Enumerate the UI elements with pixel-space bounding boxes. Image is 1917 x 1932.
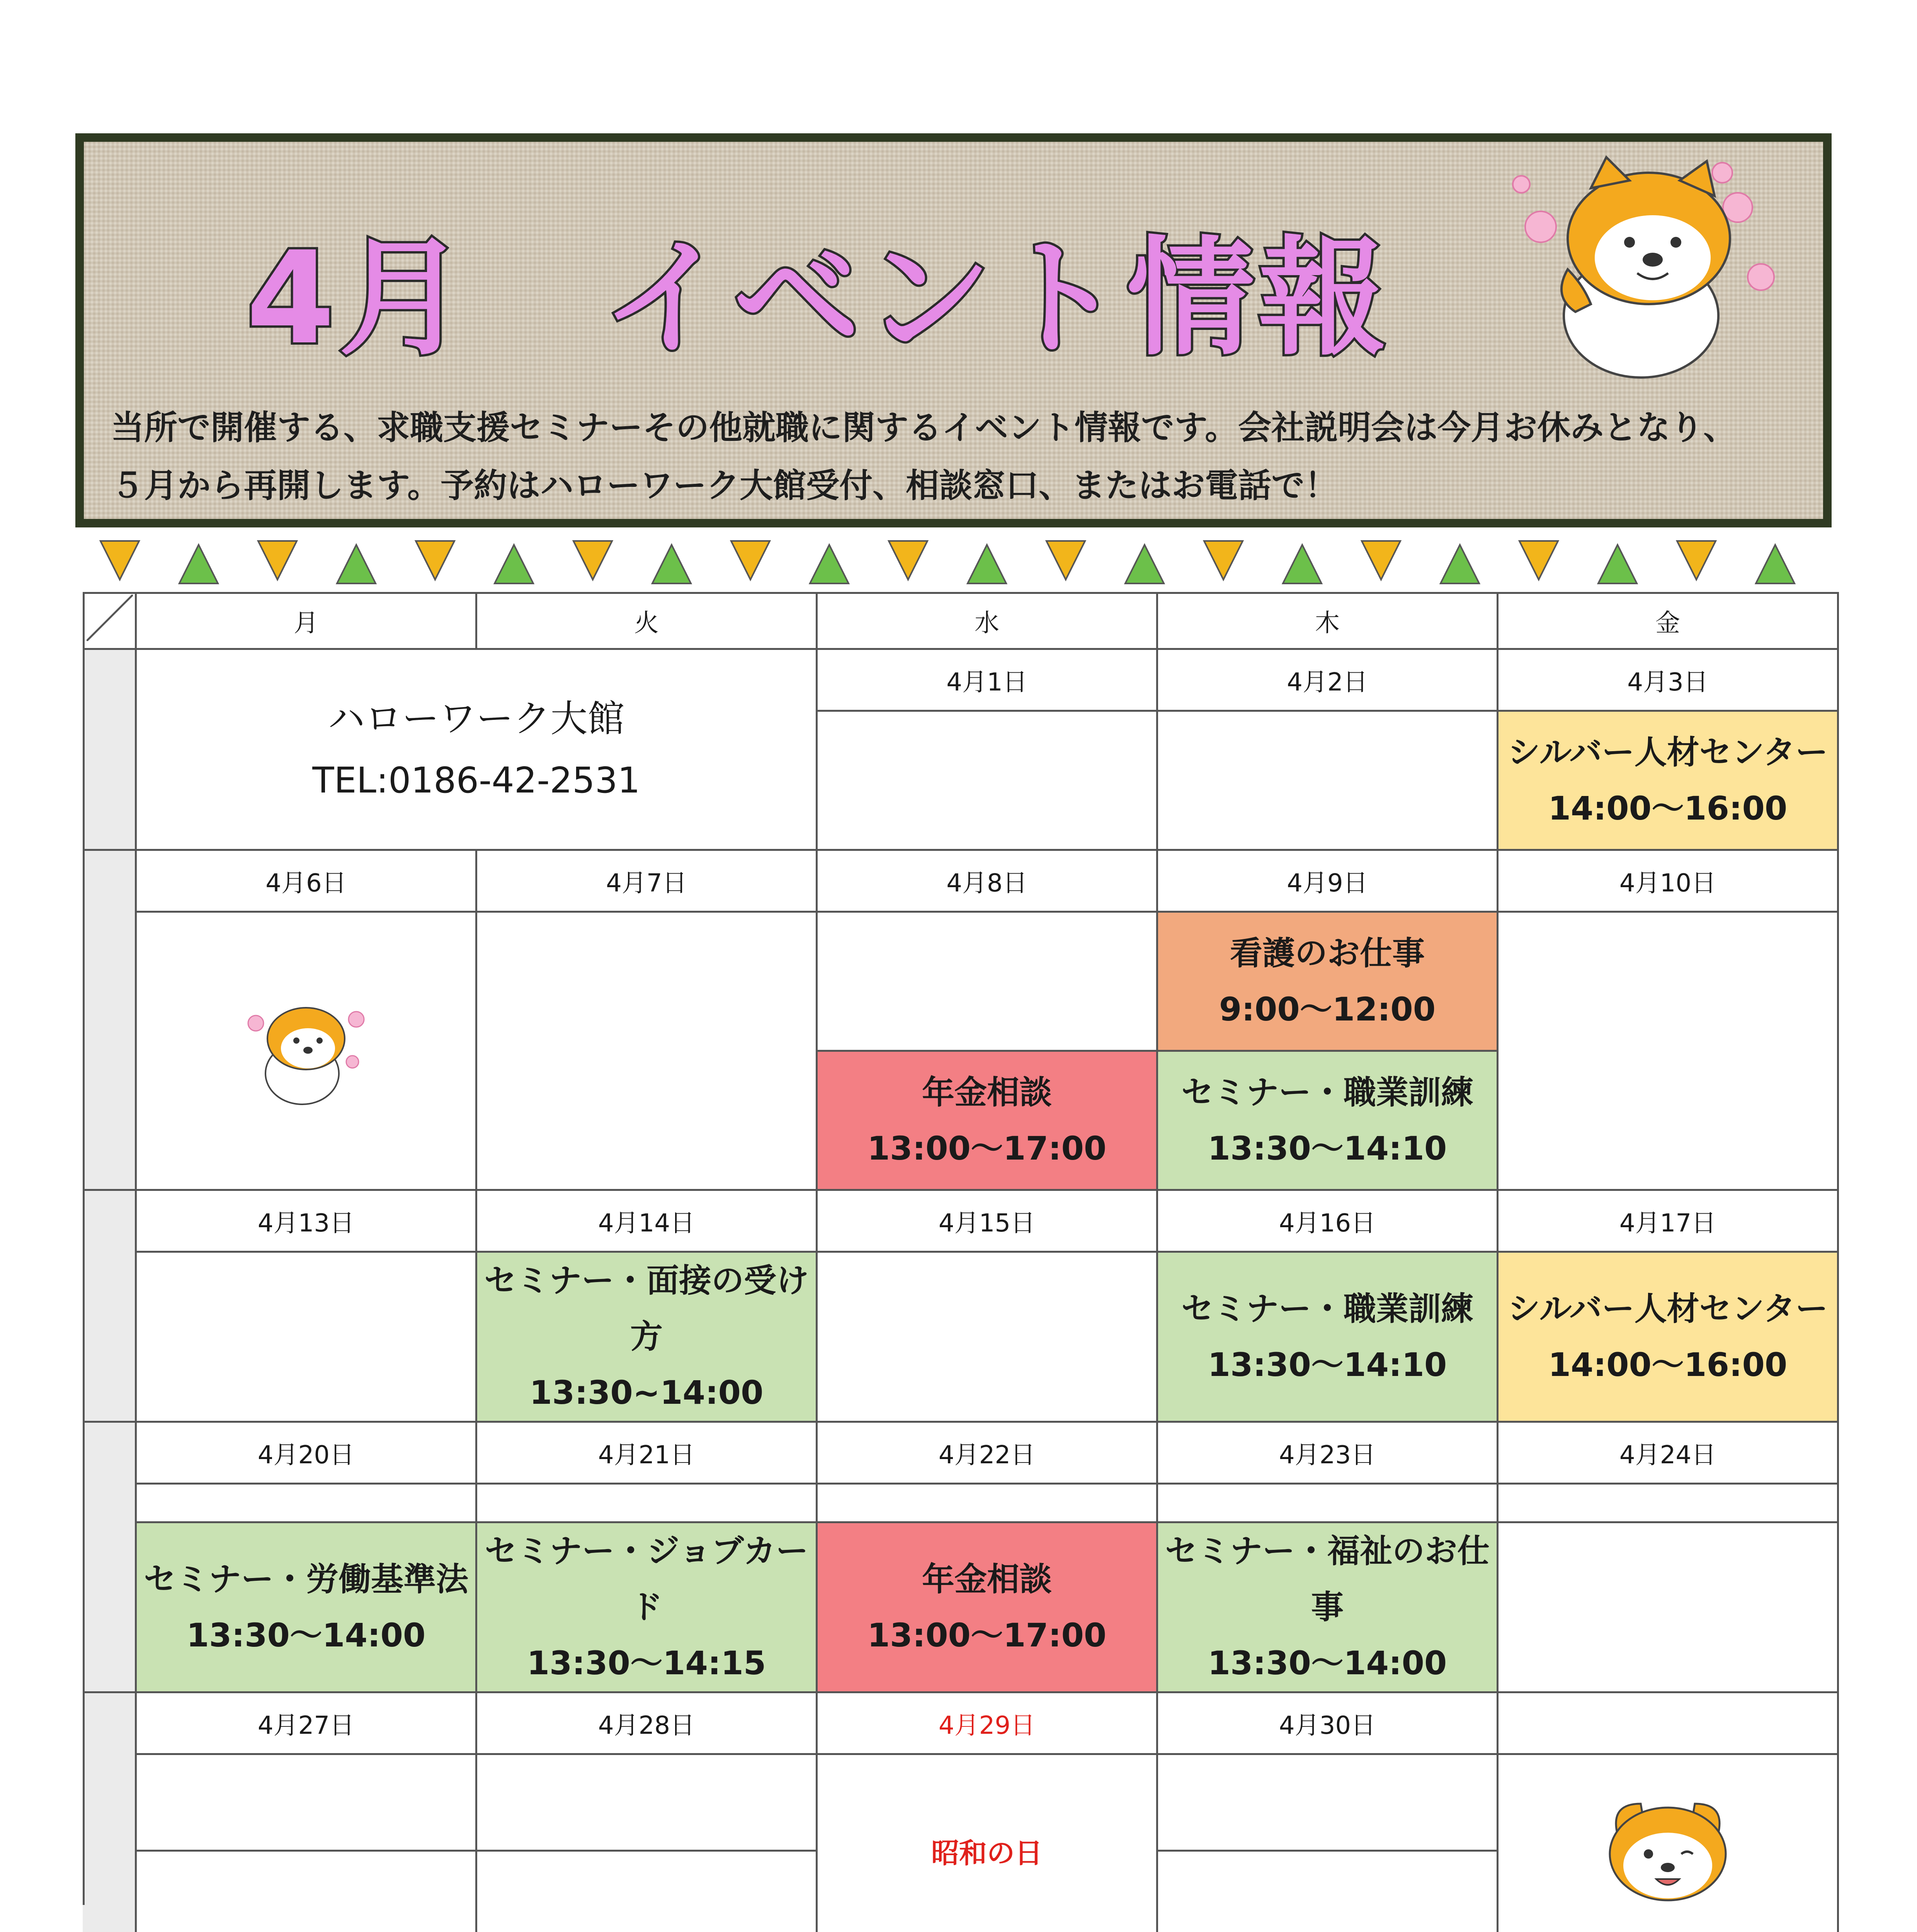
- event-name: セミナー・職業訓練: [1181, 1073, 1473, 1111]
- date-cell: 4月7日: [476, 850, 817, 912]
- week5-am-row: [84, 1754, 1838, 1851]
- event-time: 9:00～12:00: [1219, 990, 1436, 1028]
- event-seminar: [1157, 1522, 1498, 1692]
- triangle-down-mark: [1362, 541, 1400, 580]
- empty-cell: [1498, 912, 1838, 1190]
- event-time: 14:00～16:00: [1548, 789, 1788, 827]
- intro-line-1: 当所で開催する、求職支援セミナーその他就職に関するイベント情報です。会社説明会は今月お休みとなり、: [111, 408, 1737, 447]
- event-name: セミナー・職業訓練: [1181, 1289, 1473, 1328]
- event-time: 13:00～17:00: [867, 1129, 1107, 1167]
- holiday-cell: [817, 1754, 1157, 1932]
- week2-date-row: [84, 850, 1838, 912]
- date-cell: 4月13日: [136, 1190, 476, 1252]
- date-cell: 4月17日: [1498, 1190, 1838, 1252]
- event-name: 年金相談: [922, 1073, 1052, 1111]
- triangle-up-mark: [652, 545, 691, 583]
- event-nursing: [1157, 912, 1498, 1051]
- empty-cell: [1157, 1851, 1498, 1932]
- event-seminar: [1157, 1051, 1498, 1190]
- triangle-down-mark: [731, 541, 770, 580]
- empty-cell: [817, 912, 1157, 1051]
- event-pension: [817, 1522, 1157, 1692]
- weekday-fri: 金: [1498, 593, 1838, 649]
- event-time: 13:30～14:00: [186, 1616, 426, 1654]
- dog-face-icon: [1598, 1792, 1737, 1908]
- empty-cell: [1157, 711, 1498, 850]
- mon-dog-cell: [136, 912, 476, 1190]
- triangle-up-mark: [179, 545, 218, 583]
- week2-am-row: [84, 912, 1838, 1051]
- date-cell: 4月10日: [1498, 850, 1838, 912]
- office-tel: TEL:0186-42-2531: [312, 759, 640, 801]
- empty-cell: [1157, 1484, 1498, 1522]
- weekday-header-row: [84, 593, 1838, 649]
- empty-cell: [476, 1484, 817, 1522]
- date-cell: 4月3日: [1498, 649, 1838, 711]
- empty-cell: [817, 711, 1157, 850]
- week1-date-row: [84, 649, 1838, 711]
- side-strip: [83, 1905, 135, 1932]
- event-name: シルバー人材センター: [1507, 733, 1828, 771]
- event-name: シルバー人材センター: [1507, 1289, 1828, 1328]
- date-cell: 4月21日: [476, 1422, 817, 1484]
- date-cell: 4月16日: [1157, 1190, 1498, 1252]
- weekday-wed: 水: [817, 593, 1157, 649]
- event-seminar: [476, 1252, 817, 1422]
- triangle-up-mark: [337, 545, 376, 583]
- triangle-up-mark: [495, 545, 533, 583]
- week3-side: [84, 1190, 136, 1422]
- triangle-up-mark: [1125, 545, 1164, 583]
- office-info-cell: [136, 649, 817, 850]
- date-cell: 4月2日: [1157, 649, 1498, 711]
- triangle-down-mark: [1677, 541, 1716, 580]
- empty-cell: [136, 1754, 476, 1851]
- triangle-down-mark: [573, 541, 612, 580]
- date-cell: 4月20日: [136, 1422, 476, 1484]
- event-time: 13:30～14:15: [527, 1644, 766, 1682]
- event-time: 13:30～14:00: [1208, 1644, 1447, 1682]
- date-cell: 4月24日: [1498, 1422, 1838, 1484]
- event-silver-center: [1498, 1252, 1838, 1422]
- triangle-up-mark: [1283, 545, 1322, 583]
- date-cell: 4月22日: [817, 1422, 1157, 1484]
- week5-date-row: [84, 1692, 1838, 1754]
- corner-cell: [84, 593, 136, 649]
- holiday-date-cell: 4月29日: [817, 1692, 1157, 1754]
- intro-text: [111, 399, 1811, 515]
- empty-cell: [136, 1252, 476, 1422]
- week3-date-row: [84, 1190, 1838, 1252]
- triangle-down-mark: [1204, 541, 1243, 580]
- date-cell: [1498, 1692, 1838, 1754]
- week4-pm-row: [84, 1522, 1838, 1692]
- mascot-dog-sakura-icon: [1506, 150, 1800, 389]
- empty-cell: [817, 1484, 1157, 1522]
- event-seminar: [1157, 1252, 1498, 1422]
- weekday-mon: 月: [136, 593, 476, 649]
- empty-cell: [476, 1851, 817, 1932]
- event-silver-center: [1498, 711, 1838, 850]
- empty-cell: [1498, 1484, 1838, 1522]
- triangle-down-mark: [889, 541, 927, 580]
- event-pension: [817, 1051, 1157, 1190]
- diagonal-line-icon: [87, 595, 133, 641]
- event-time: 13:00～17:00: [867, 1616, 1107, 1654]
- date-cell: 4月30日: [1157, 1692, 1498, 1754]
- empty-cell: [476, 1754, 817, 1851]
- date-cell: 4月28日: [476, 1692, 817, 1754]
- empty-cell: [1157, 1754, 1498, 1851]
- event-time: 13:30~14:00: [529, 1374, 764, 1412]
- empty-cell: [1498, 1522, 1838, 1692]
- small-dog-sakura-icon: [240, 992, 372, 1108]
- event-name: セミナー・福祉のお仕事: [1165, 1532, 1490, 1626]
- header-banner: [75, 133, 1832, 527]
- date-cell: 4月9日: [1157, 850, 1498, 912]
- event-seminar: [136, 1522, 476, 1692]
- triangle-down-mark: [416, 541, 454, 580]
- event-name: セミナー・労働基準法: [143, 1560, 468, 1598]
- triangle-border-decoration: [89, 533, 1828, 591]
- date-cell: 4月27日: [136, 1692, 476, 1754]
- week4-date-row: [84, 1422, 1838, 1484]
- page-title: 4月 イベント情報: [246, 224, 1390, 372]
- triangle-down-mark: [100, 541, 139, 580]
- triangle-up-mark: [1441, 545, 1479, 583]
- triangle-up-mark: [968, 545, 1006, 583]
- date-cell: 4月15日: [817, 1190, 1157, 1252]
- empty-cell: [817, 1252, 1157, 1422]
- office-name: ハローワーク大館: [328, 697, 625, 740]
- event-time: 13:30～14:10: [1208, 1345, 1447, 1384]
- week2-side: [84, 850, 136, 1190]
- date-cell: 4月23日: [1157, 1422, 1498, 1484]
- holiday-name: 昭和の日: [931, 1837, 1043, 1869]
- intro-line-2: ５月から再開します。予約はハローワーク大館受付、相談窓口、またはお電話で！: [111, 466, 1338, 505]
- event-time: 14:00～16:00: [1548, 1345, 1788, 1384]
- triangle-down-mark: [1046, 541, 1085, 580]
- event-name: セミナー・面接の受け方: [484, 1262, 809, 1355]
- week4-side: [84, 1422, 136, 1692]
- empty-cell: [136, 1484, 476, 1522]
- triangle-down-mark: [258, 541, 297, 580]
- calendar-table: [83, 592, 1839, 1932]
- dog-face-cell: [1498, 1754, 1838, 1932]
- date-cell: 4月14日: [476, 1190, 817, 1252]
- weekday-thu: 木: [1157, 593, 1498, 649]
- event-name: 年金相談: [922, 1560, 1052, 1598]
- week4-am-row: [84, 1484, 1838, 1522]
- triangle-down-mark: [1519, 541, 1558, 580]
- week1-side: [84, 649, 136, 850]
- triangle-up-mark: [1756, 545, 1795, 583]
- event-name: 看護のお仕事: [1230, 934, 1425, 972]
- event-seminar: [476, 1522, 817, 1692]
- date-cell: 4月8日: [817, 850, 1157, 912]
- event-time: 13:30～14:10: [1208, 1129, 1447, 1167]
- empty-cell: [136, 1851, 476, 1932]
- empty-cell: [476, 912, 817, 1190]
- triangle-up-mark: [810, 545, 849, 583]
- weekday-tue: 火: [476, 593, 817, 649]
- triangle-up-mark: [1598, 545, 1637, 583]
- week5-side: [84, 1692, 136, 1932]
- week3-event-row: [84, 1252, 1838, 1422]
- date-cell: 4月1日: [817, 649, 1157, 711]
- event-name: セミナー・ジョブカード: [485, 1532, 808, 1626]
- date-cell: 4月6日: [136, 850, 476, 912]
